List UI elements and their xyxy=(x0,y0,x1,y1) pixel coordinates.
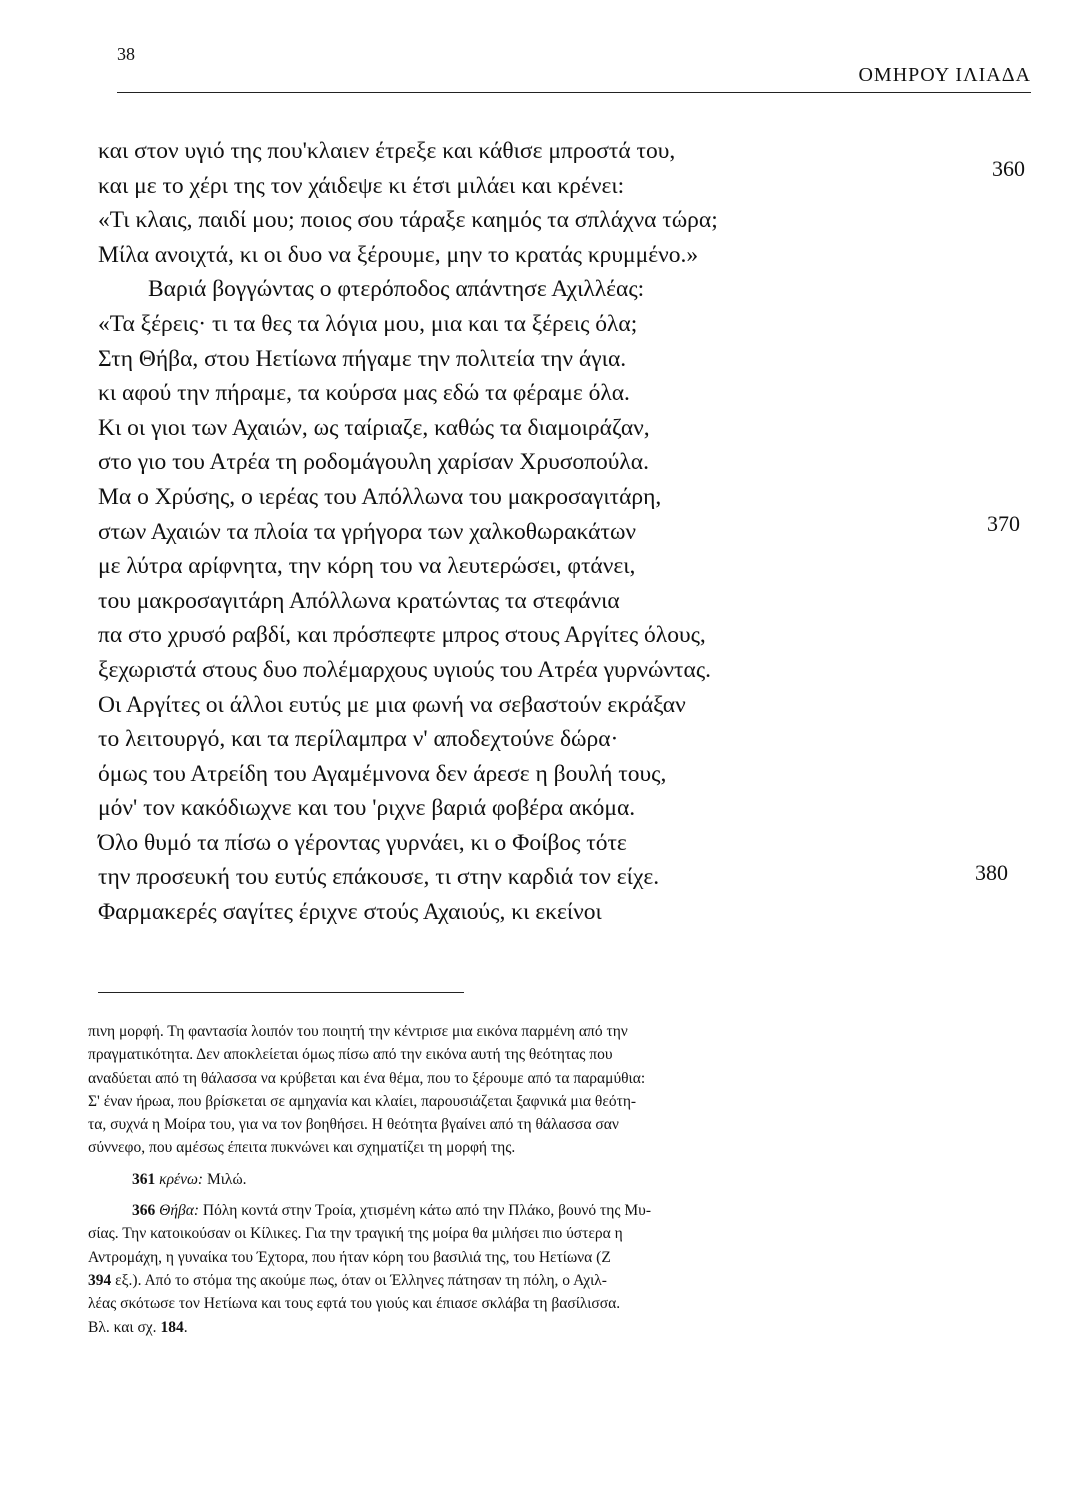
verse-line: Κι οι γιοι των Αχαιών, ως ταίριαζε, καθώς τα διαμοιράζαν, xyxy=(98,414,650,441)
line-number-370: 370 xyxy=(987,511,1020,536)
verse-line: Μα ο Χρύσης, ο ιερέας του Απόλλωνα του μακροσαγιτάρη, xyxy=(98,483,662,510)
footnote-line xyxy=(88,1316,948,1339)
verse-line: «Τα ξέρεις· τι τα θες τα λόγια μου, μια και τα ξέρεις όλα; xyxy=(98,310,638,337)
footnote-line: τα, συχνά η Μοίρα του, για να τον βοηθήσει. Η θεότητα βγαίνει από τη θάλασσα σαν xyxy=(88,1116,619,1134)
verse-line: ξεχωριστά στους δυο πολέμαρχους υγιούς του Ατρέα γυρνώντας. xyxy=(98,656,711,683)
line-number-360: 360 xyxy=(992,156,1025,181)
footnote-line: σίας. Την κατοικούσαν οι Κίλικες. Για την τραγική της μοίρα θα μιλήσει πιο ύστερα η xyxy=(88,1225,623,1243)
footnote-text: Βλ. και σχ. xyxy=(88,1318,157,1336)
footnote-line: αναδύεται από τη θάλασσα να κρύβεται και ένα θέμα, που το ξέρουμε από τα παραμύθια: xyxy=(88,1069,646,1087)
footnote-period: . xyxy=(183,1318,188,1336)
footnote-line: Αντρομάχη, η γυναίκα του Έχτορα, που ήταν κόρη του βασιλιά της, του Ηετίωνα (Ζ xyxy=(88,1248,611,1266)
verse-line: Στη Θήβα, στου Ηετίωνα πήγαμε την πολιτεία την άγια. xyxy=(98,345,627,372)
verse-line: στων Αχαιών τα πλοία τα γρήγορα των χαλκοθωρακάτων xyxy=(98,518,637,545)
footnote-reference: 184 xyxy=(160,1318,184,1336)
header-rule xyxy=(117,92,1031,93)
footnote-term: κρένω: xyxy=(159,1170,204,1188)
verse-line: του μακροσαγιτάρη Απόλλωνα κρατώντας τα στεφάνια xyxy=(98,587,620,614)
verse-line: Βαριά βογγώντας ο φτερόποδος απάντησε Αχιλλέας: xyxy=(148,276,645,303)
footnote-line: Σ' έναν ήρωα, που βρίσκεται σε αμηχανία και κλαίει, παρουσιάζεται ξαφνικά μια θεότη- xyxy=(88,1092,637,1110)
footnote-line: πινη μορφή. Τη φαντασία λοιπόν του ποιητή την κέντρισε μια εικόνα παρμένη από την xyxy=(88,1023,628,1040)
footnote-line xyxy=(88,1269,948,1292)
verse-block xyxy=(98,134,978,930)
footnote-line: πραγματικότητα. Δεν αποκλείεται όμως πίσω από την εικόνα αυτή της θεότητας που xyxy=(88,1046,613,1064)
footnote-line: λέας σκότωσε τον Ηετίωνα και τους εφτά του γιούς και έπιασε σκλάβα τη βασίλισσα. xyxy=(88,1295,621,1313)
footnote-number: 361 xyxy=(132,1170,156,1188)
footnote-366 xyxy=(88,1199,948,1222)
page-number: 38 xyxy=(117,44,135,64)
verse-line: και στον υγιό της που'κλαιεν έτρεξε και κάθισε μπροστά του, xyxy=(98,138,676,164)
verse-line: πα στο χρυσό ραβδί, και πρόσπεφτε μπρος στους Αργίτες όλους, xyxy=(98,622,706,649)
verse-line: όμως του Ατρείδη του Αγαμέμνονα δεν άρεσε η βουλή τους, xyxy=(98,760,667,787)
verse-line: κι αφού την πήραμε, τα κούρσα μας εδώ τα φέραμε όλα. xyxy=(98,380,630,407)
verse-line: Όλο θυμό τα πίσω ο γέροντας γυρνάει, κι ο Φοίβος τότε xyxy=(98,829,627,856)
footnote-text: εξ.). Από το στόμα της ακούμε πως, όταν οι Έλληνες πάτησαν τη πόλη, ο Αχιλ- xyxy=(115,1271,607,1289)
footnote-number: 366 xyxy=(132,1202,156,1220)
footnote-rule xyxy=(98,992,464,993)
footnote-term: Θήβα: xyxy=(159,1202,200,1220)
verse-line: Οι Αργίτες οι άλλοι ευτύς με μια φωνή να σεβαστούν εκράξαν xyxy=(98,691,686,718)
footnote-361 xyxy=(88,1168,948,1191)
verse-line: το λειτουργό, και τα περίλαμπρα ν' αποδεχτούνε δώρα· xyxy=(98,726,619,753)
footnotes xyxy=(88,1020,948,1339)
line-number-380: 380 xyxy=(975,860,1008,885)
verse-line: Μίλα ανοιχτά, κι οι δυο να ξέρουμε, μην το κρατάς κρυμμένο.» xyxy=(98,241,699,268)
verse-line: μόν' τον κακόδιωχνε και του 'ριχνε βαριά φοβέρα ακόμα. xyxy=(98,795,636,822)
verse-line: «Τι κλαις, παιδί μου; ποιος σου τάραξε καημός τα σπλάχνα τώρα; xyxy=(98,207,718,234)
footnote-line: σύννεφο, που αμέσως έπειτα πυκνώνει και σχηματίζει τη μορφή της. xyxy=(88,1139,516,1157)
footnote-text: Πόλη κοντά στην Τροία, χτισμένη κάτω από την Πλάκο, βουνό της Μυ- xyxy=(202,1202,651,1220)
verse-line: Φαρμακερές σαγίτες έριχνε στούς Αχαιούς, κι εκείνοι xyxy=(98,899,602,926)
verse-line: και με το χέρι της τον χάιδεψε κι έτσι μιλάει και κρένει: xyxy=(98,172,625,199)
verse-line: με λύτρα αρίφνητα, την κόρη του να λευτερώσει, φτάνει, xyxy=(98,553,636,580)
footnote-reference: 394 xyxy=(88,1271,112,1289)
verse-line: την προσευκή του ευτύς επάκουσε, τι στην καρδιά τον είχε. xyxy=(98,864,660,891)
verse-line: στο γιο του Ατρέα τη ροδομάγουλη χαρίσαν Χρυσοπούλα. xyxy=(98,449,649,476)
footnote-text: Μιλώ. xyxy=(206,1170,247,1188)
running-title: ΟΜΗΡΟΥ ΙΛΙΑΔΑ xyxy=(858,64,1031,86)
